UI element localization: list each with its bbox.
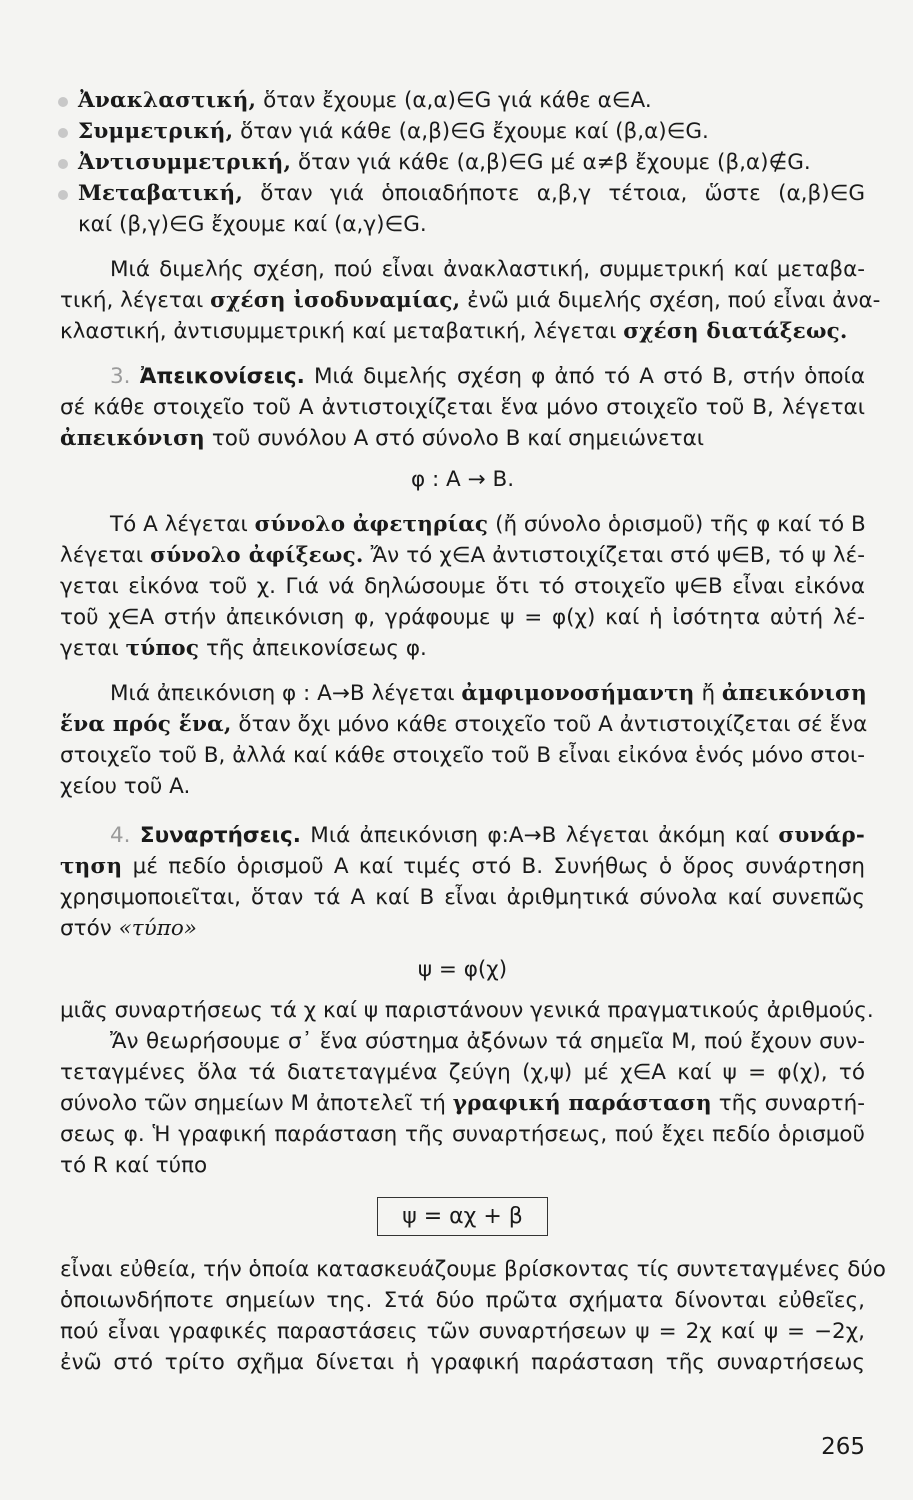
paragraph-line: εἶναι εὐθεία, τήν ὁποία κατασκευάζουμε βρίσκοντας τίς συντεταγμένες δύο ὁποιωνδήποτε σημείων της. Στά δύο πρῶτα σχήματα δίνονται εὐθεῖες, πού εἶναι γραφικές παραστάσεις τῶν συναρτήσεων ψ = 2χ καί ψ = −2χ, ἐνῶ στό τρίτο σχῆμα δίνεται ἡ γραφική παράσταση τῆς συναρτήσεως [60, 1257, 886, 1375]
bullet-icon [58, 128, 68, 138]
bullet-icon [58, 159, 68, 169]
formula-function: ψ = φ(χ) [417, 957, 508, 982]
formula-mapping: φ : A → B. [410, 467, 515, 492]
list-item-continuation: καί (β,γ)∈G ἔχουμε καί (α,γ)∈G. [78, 212, 427, 237]
section-functions: 4. Συναρτήσεις. Μιά ἀπεικόνιση φ:A→B λέγεται ἀκόμη καί συνάρ- τηση μέ πεδίο ὁρισμοῦ A καί τιμές στό B. Συνήθως ὁ ὅρος συνάρτηση χρησιμοποιεῖται, ὅταν τά A καί B εἶναι ἀριθμητικά σύνολα καί συνεπῶς στόν «τύπο» ψ = φ(χ) μιᾶς συναρτήσεως τά χ καί ψ παριστάνουν γενικά πραγματικούς ἀριθμούς. [60, 823, 874, 1023]
paragraph-bijection: Μιά ἀπεικόνιση φ : A→B λέγεται ἀμφιμονοσήμαντη ἤ ἀπεικόνιση ἕνα πρός ἕνα, ὅταν ὄχι μόνο κάθε στοιχεῖο τοῦ A ἀντιστοιχίζεται σέ ἕνα στοιχεῖο τοῦ B, ἀλλά καί κάθε στοιχεῖο τοῦ B εἶναι εἰκόνα ἑνός μόνο στοι- χείου τοῦ A. [60, 681, 868, 799]
section-number: 3. [110, 364, 131, 389]
section-number: 4. [110, 823, 131, 848]
formula-linear-box: ψ = αχ + β [377, 1197, 548, 1236]
bullet-icon [58, 97, 68, 107]
list-item: Μεταβατική, ὅταν γιά ὁποιαδήποτε α,β,γ τέτοια, ὥστε (α,β)∈G [60, 178, 865, 209]
paragraph-equivalence: Μιά διμελής σχέση, πού εἶναι ἀνακλαστική, συμμετρική καί μεταβα- τική, λέγεται σχέση ἰσοδυναμίας, ἐνῶ μιά διμελής σχέση, πού εἶναι ἀνα- κλαστική, ἀντισυμμετρική καί μεταβατική, λέγεται σχέση διατάξεως. [60, 257, 881, 344]
paragraph-domain: Τό A λέγεται σύνολο ἀφετηρίας (ἤ σύνολο ὁρισμοῦ) τῆς φ καί τό B λέγεται σύνολο ἀφίξεως. Ἄν τό χ∈A ἀντιστοιχίζεται στό ψ∈B, τό ψ λέ- γεται εἰκόνα τοῦ χ. Γιά νά δηλώσουμε ὅτι τό στοιχεῖο ψ∈B εἶναι εἰκόνα τοῦ χ∈A στήν ἀπεικόνιση φ, γράφουμε ψ = φ(χ) καί ἡ ἰσότητα αὐτή λέ- γεται τύπος τῆς ἀπεικονίσεως φ. [60, 512, 866, 661]
relation-properties-list [60, 85, 865, 240]
bullet-icon [58, 190, 68, 200]
list-item: Ἀνακλαστική, ὅταν ἔχουμε (α,α)∈G γιά κάθε α∈A. [60, 85, 865, 116]
paragraph-graph: Ἄν θεωρήσουμε σ᾿ ἕνα σύστημα ἀξόνων τά σημεῖα M, πού ἔχουν συν- τεταγμένες ὅλα τά διατεταγμένα ζεύγη (χ,ψ) μέ χ∈A καί ψ = φ(χ), τό σύνολο τῶν σημείων M ἀποτελεῖ τή γραφική παράσταση τῆς συναρτή- σεως φ. Ἡ γραφική παράσταση τῆς συναρτήσεως, πού ἔχει πεδίο ὁρισμοῦ τό R καί τύπο ψ = αχ + β [60, 1026, 865, 1236]
list-item: Συμμετρική, ὅταν γιά κάθε (α,β)∈G ἔχουμε καί (β,α)∈G. [60, 116, 865, 147]
section-title: Ἀπεικονίσεις. [139, 364, 305, 389]
page-number: 265 [821, 1434, 865, 1460]
section-title: Συναρτήσεις. [139, 823, 301, 848]
list-item: Ἀντισυμμετρική, ὅταν γιά κάθε (α,β)∈G μέ α≠β ἔχουμε (β,α)∉G. [60, 147, 865, 178]
section-mappings: 3. Ἀπεικονίσεις. Μιά διμελής σχέση φ ἀπό τό A στό B, στήν ὁποία σέ κάθε στοιχεῖο τοῦ A ἀντιστοιχίζεται ἕνα μόνο στοιχεῖο τοῦ B, λέγεται ἀπεικόνιση τοῦ συνόλου A στό σύνολο B καί σημειώνεται φ : A → B. [60, 361, 865, 495]
